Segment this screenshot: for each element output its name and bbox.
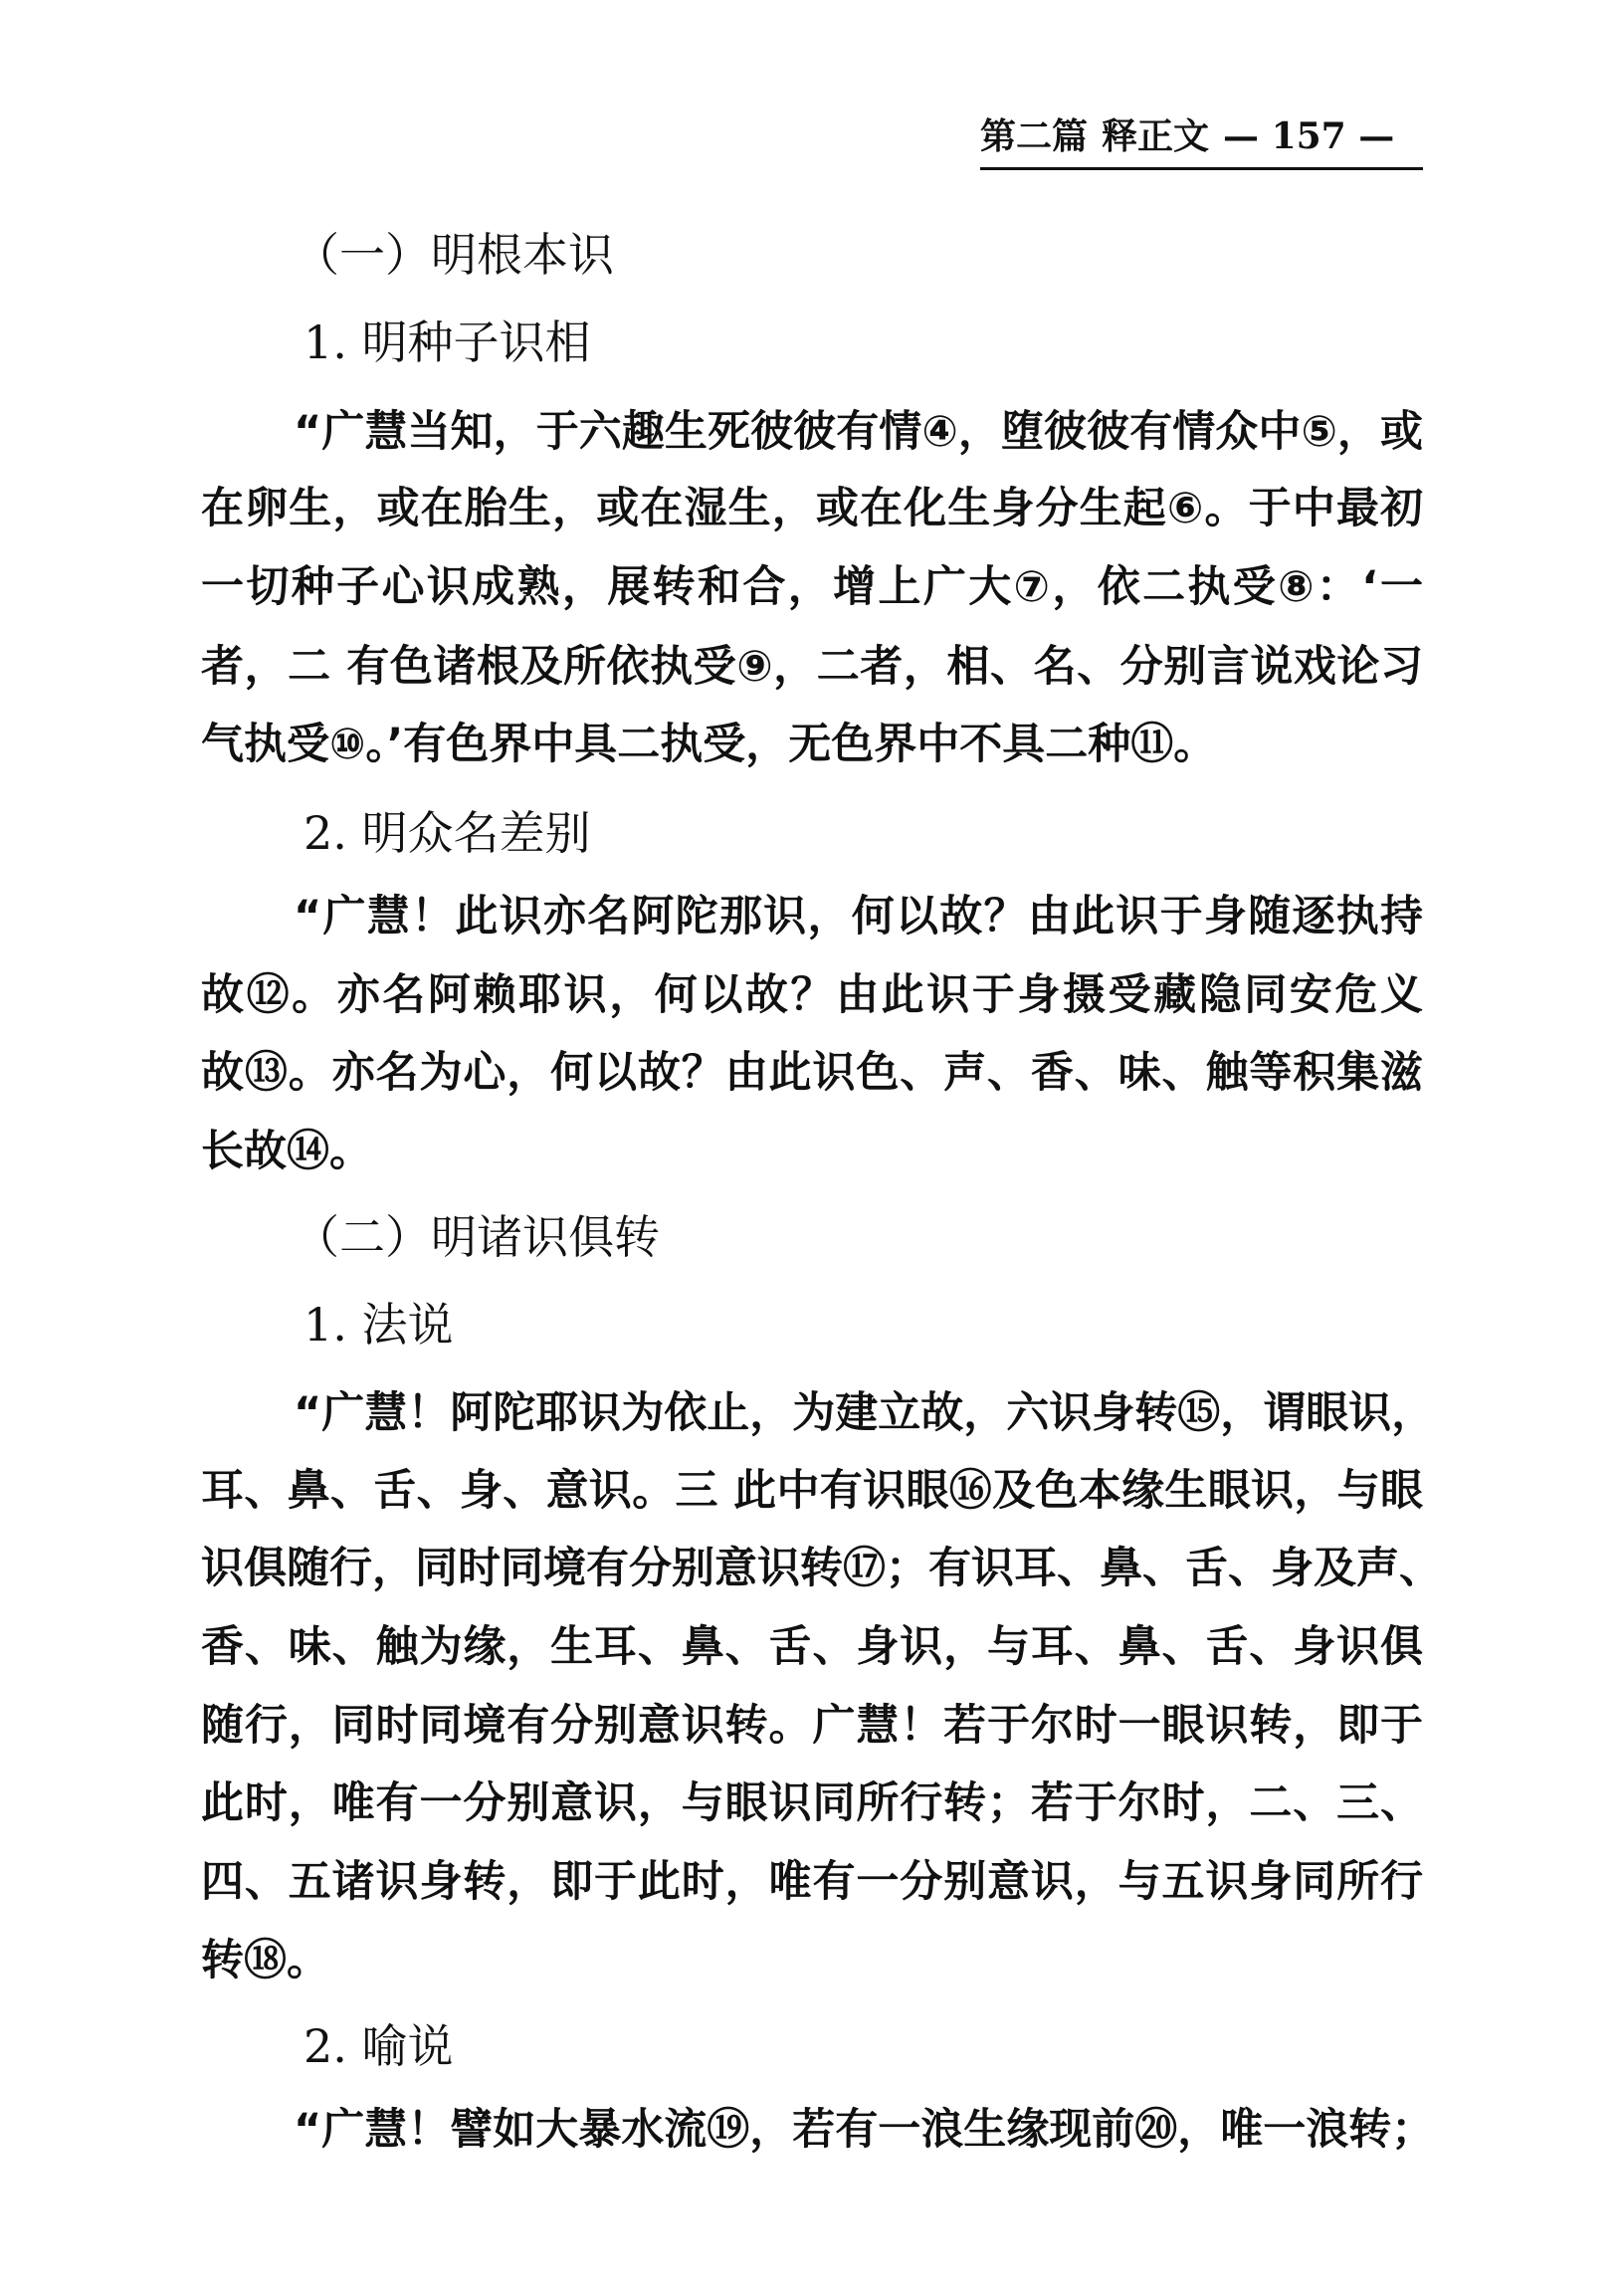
paragraph-line: 故⑬。亦名为心，何以故？由此识色、声、香、味、触等积集滋 — [201, 1048, 1423, 1098]
paragraph-line: 此时，唯有一分别意识，与眼识同所行转；若于尔时，二、三、 — [201, 1778, 1423, 1828]
section-heading-2: （二）明诸识俱转 — [294, 1210, 660, 1264]
paragraph-line: 在卵生，或在胎生，或在湿生，或在化生身分生起⑥。于中最初 — [201, 484, 1423, 533]
page-number: — 157 — — [1223, 115, 1395, 157]
paragraph-line: “广慧当知，于六趣生死彼彼有情④，堕彼彼有情众中⑤，或 — [294, 407, 1423, 457]
subsection-heading-1-1: 1. 明种子识相 — [304, 315, 591, 369]
subsection-heading-1-2: 2. 明众名差别 — [304, 806, 591, 860]
paragraph-line: 随行，同时同境有分别意识转。广慧！若于尔时一眼识转，即于 — [201, 1701, 1423, 1751]
paragraph-line: “广慧！此识亦名阿陀那识，何以故？由此识于身随逐执持 — [294, 892, 1423, 941]
paragraph-line: 一切种子心识成熟，展转和合，增上广大⑦，依二执受⑧：‘一 — [201, 562, 1423, 612]
paragraph-line: “广慧！阿陀耶识为依止，为建立故，六识身转⑮，谓眼识， — [294, 1388, 1435, 1438]
paragraph-line: 识俱随行，同时同境有分别意识转⑰；有识耳、鼻、舌、身及声、 — [201, 1544, 1442, 1593]
paragraph-line: “广慧！譬如大暴水流⑲，若有一浪生缘现前⑳，唯一浪转； — [294, 2105, 1435, 2155]
chapter-label: 第二篇 — [980, 115, 1089, 157]
section-heading-1: （一）明根本识 — [294, 228, 614, 282]
subsection-heading-2-2: 2. 喻说 — [304, 2019, 454, 2073]
chapter-title: 释正文 — [1102, 115, 1210, 157]
running-head — [980, 111, 1423, 170]
paragraph-line: 转⑱。 — [201, 1936, 329, 1985]
paragraph-line: 故⑫。亦名阿赖耶识，何以故？由此识于身摄受藏隐同安危义 — [201, 970, 1423, 1020]
paragraph-line: 耳、鼻、舌、身、意识。三 此中有识眼⑯及色本缘生眼识，与眼 — [201, 1466, 1423, 1516]
subsection-heading-2-1: 1. 法说 — [304, 1298, 454, 1352]
paragraph-line: 香、味、触为缘，生耳、鼻、舌、身识，与耳、鼻、舌、身识俱 — [201, 1622, 1423, 1672]
paragraph-line: 者，二 有色诸根及所依执受⑨，二者，相、名、分别言说戏论习 — [201, 642, 1423, 692]
paragraph-line: 长故⑭。 — [201, 1127, 372, 1176]
paragraph-line: 气执受⑩。’有色界中具二执受，无色界中不具二种⑪。 — [201, 720, 1217, 769]
paragraph-line: 四、五诸识身转，即于此时，唯有一分别意识，与五识身同所行 — [201, 1857, 1423, 1907]
